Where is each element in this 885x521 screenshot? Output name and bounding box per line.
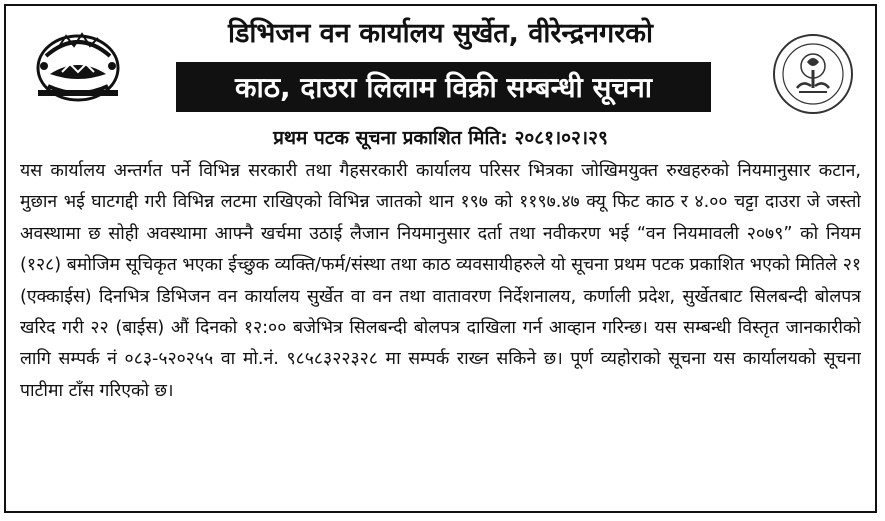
forest-department-seal-icon xyxy=(771,32,855,116)
notice-title-bar xyxy=(176,62,711,112)
notice-title: काठ, दाउरा लिलाम विक्री सम्बन्धी सूचना xyxy=(234,71,653,104)
nepal-government-emblem-icon xyxy=(28,26,128,106)
notice-body: यस कार्यालय अन्तर्गत पर्ने विभिन्न सरकारी तथा गैहसरकारी कार्यालय परिसर भित्रका जोखिमयुक्त रुखहरुको नियमानुसार कटान, मुछान भई घाटगद्दी गरी विभिन्न लटमा राखिएको विभिन्न जातको थान १९७ को ११९७.४७ क्यू फिट काठ र ४.०० चट्टा दाउरा जे जस्तो अवस्थामा छ सोही अवस्थामा आफ्नै खर्चमा उठाई लैजान नियमानुसार दर्ता तथा नवीकरण भई “वन नियमावली २०७९” को नियम (१२८) बमोजिम सूचिकृत भएका ईच्छुक व्यक्ति/फर्म/संस्था तथा काठ व्यवसायीहरुले यो सूचना प्रथम पटक प्रकाशित भएको मितिले २१ (एक्काईस) दिनभित्र डिभिजन वन कार्यालय सुर्खेत वा वन तथा वातावरण निर्देशनालय, कर्णाली प्रदेश, सुर्खेतबाट सिलबन्दी बोलपत्र खरिद गरी २२ (बाईस) औं दिनको १२:०० बजेभित्र सिलबन्दी बोलपत्र दाखिला गर्न आव्हान गरिन्छ। यस सम्बन्धी विस्तृत जानकारीको लागि सम्पर्क नं ०८३-५२०२५५ वा मो.नं. ९८५८३२२३२८ मा सम्पर्क राख्न सकिने छ। पूर्ण व्यहोराको सूचना यस कार्यालयको सूचना पाटीमा टाँस गरिएको छ। xyxy=(20,161,861,401)
publication-date: प्रथम पटक सूचना प्रकाशित मिति: २०८१।०२।२९ xyxy=(273,127,608,149)
office-title: डिभिजन वन कार्यालय सुर्खेत, वीरेन्द्रनगरको xyxy=(227,18,654,49)
notice-box xyxy=(4,4,877,513)
